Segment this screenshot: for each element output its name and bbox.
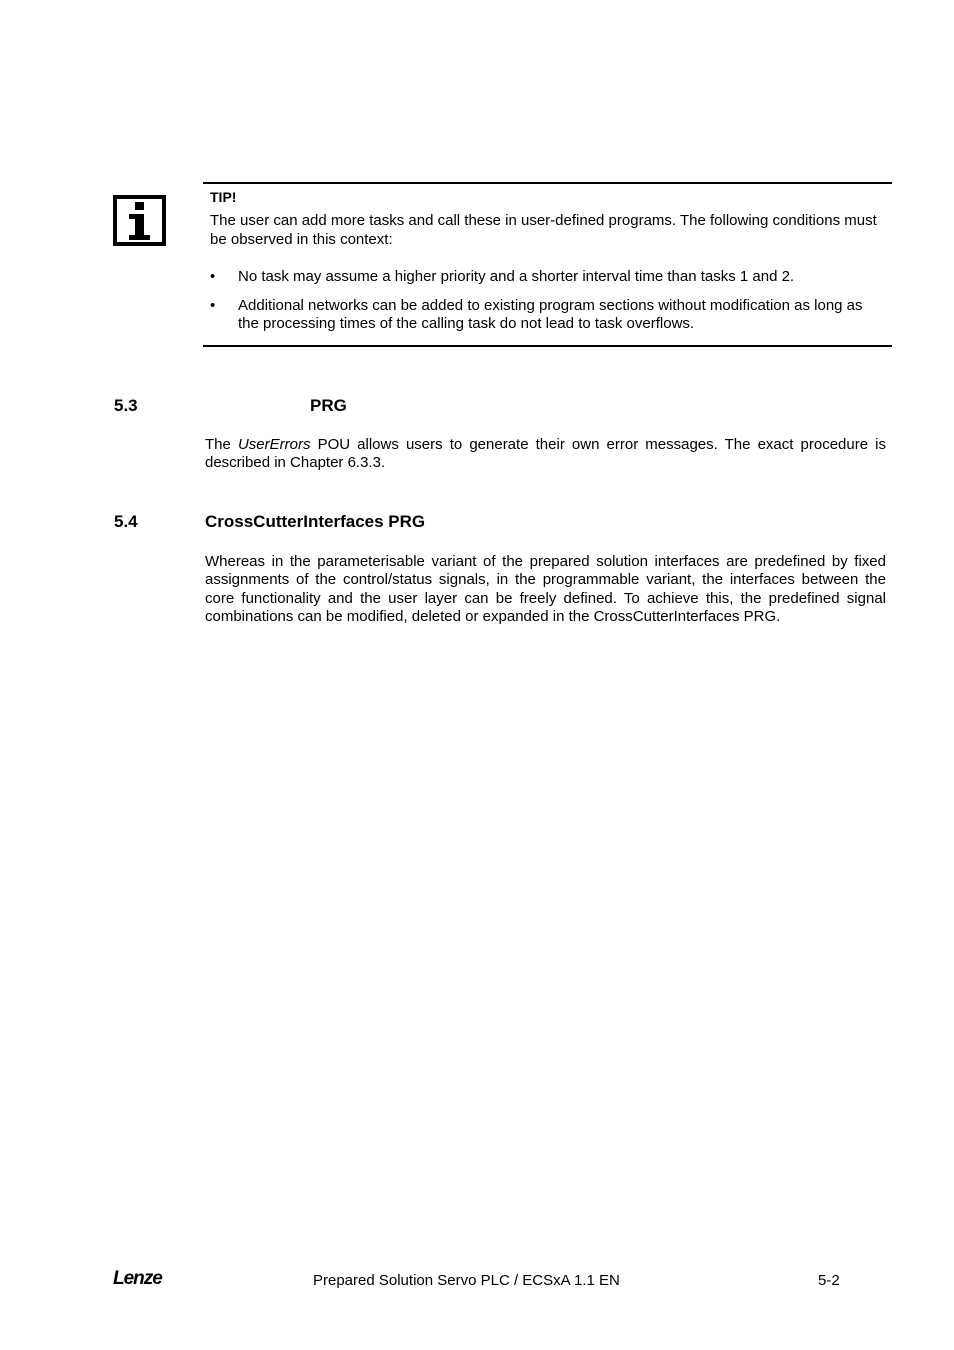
tip-bottom-rule	[203, 345, 892, 347]
tip-list	[210, 268, 886, 344]
para-italic-term: UserErrors	[237, 436, 311, 453]
para-text: The	[205, 436, 238, 453]
info-icon	[113, 195, 166, 246]
footer-doc-title: Prepared Solution Servo PLC / ECSxA 1.1 EN	[313, 1272, 620, 1289]
section-5-4-title: CrossCutterInterfaces PRG	[205, 512, 426, 531]
lenze-logo: Lenze	[113, 1268, 162, 1289]
section-5-4-paragraph: Whereas in the parameterisable variant of the prepared solution interfaces are predefined by fixed assignments of the control/status signals, in the programmable variant, the interfaces between the core functionality and the user layer can be freely defined. To achieve this, the predefined signal combinations can be modified, deleted or expanded in the CrossCutterInterfaces PRG.	[205, 553, 886, 625]
tip-text: The user can add more tasks and call these in user-defined programs. The following conditions must be observed in this context:	[210, 212, 877, 248]
section-5-3-paragraph	[205, 436, 886, 473]
para-text: POU allows users to generate their own error messages. The exact procedure is described in Chapter 6.3.3.	[205, 436, 886, 472]
list-item-text: No task may assume a higher priority and a shorter interval time than tasks 1 and 2.	[238, 268, 795, 285]
tip-top-rule	[203, 182, 892, 184]
section-5-4-number: 5.4	[114, 512, 138, 531]
bullet-icon: •	[210, 296, 216, 314]
page-number: 5-2	[818, 1272, 840, 1289]
list-item	[210, 268, 886, 287]
list-item-text: Additional networks can be added to existing program sections without modification as long as the processing times of the calling task do not lead to task overflows.	[238, 296, 863, 332]
bullet-icon: •	[210, 268, 216, 285]
list-item	[210, 297, 886, 334]
section-5-3-number: 5.3	[114, 396, 138, 415]
section-5-3-title: PRG	[310, 396, 347, 415]
tip-title: TIP!	[210, 189, 237, 205]
